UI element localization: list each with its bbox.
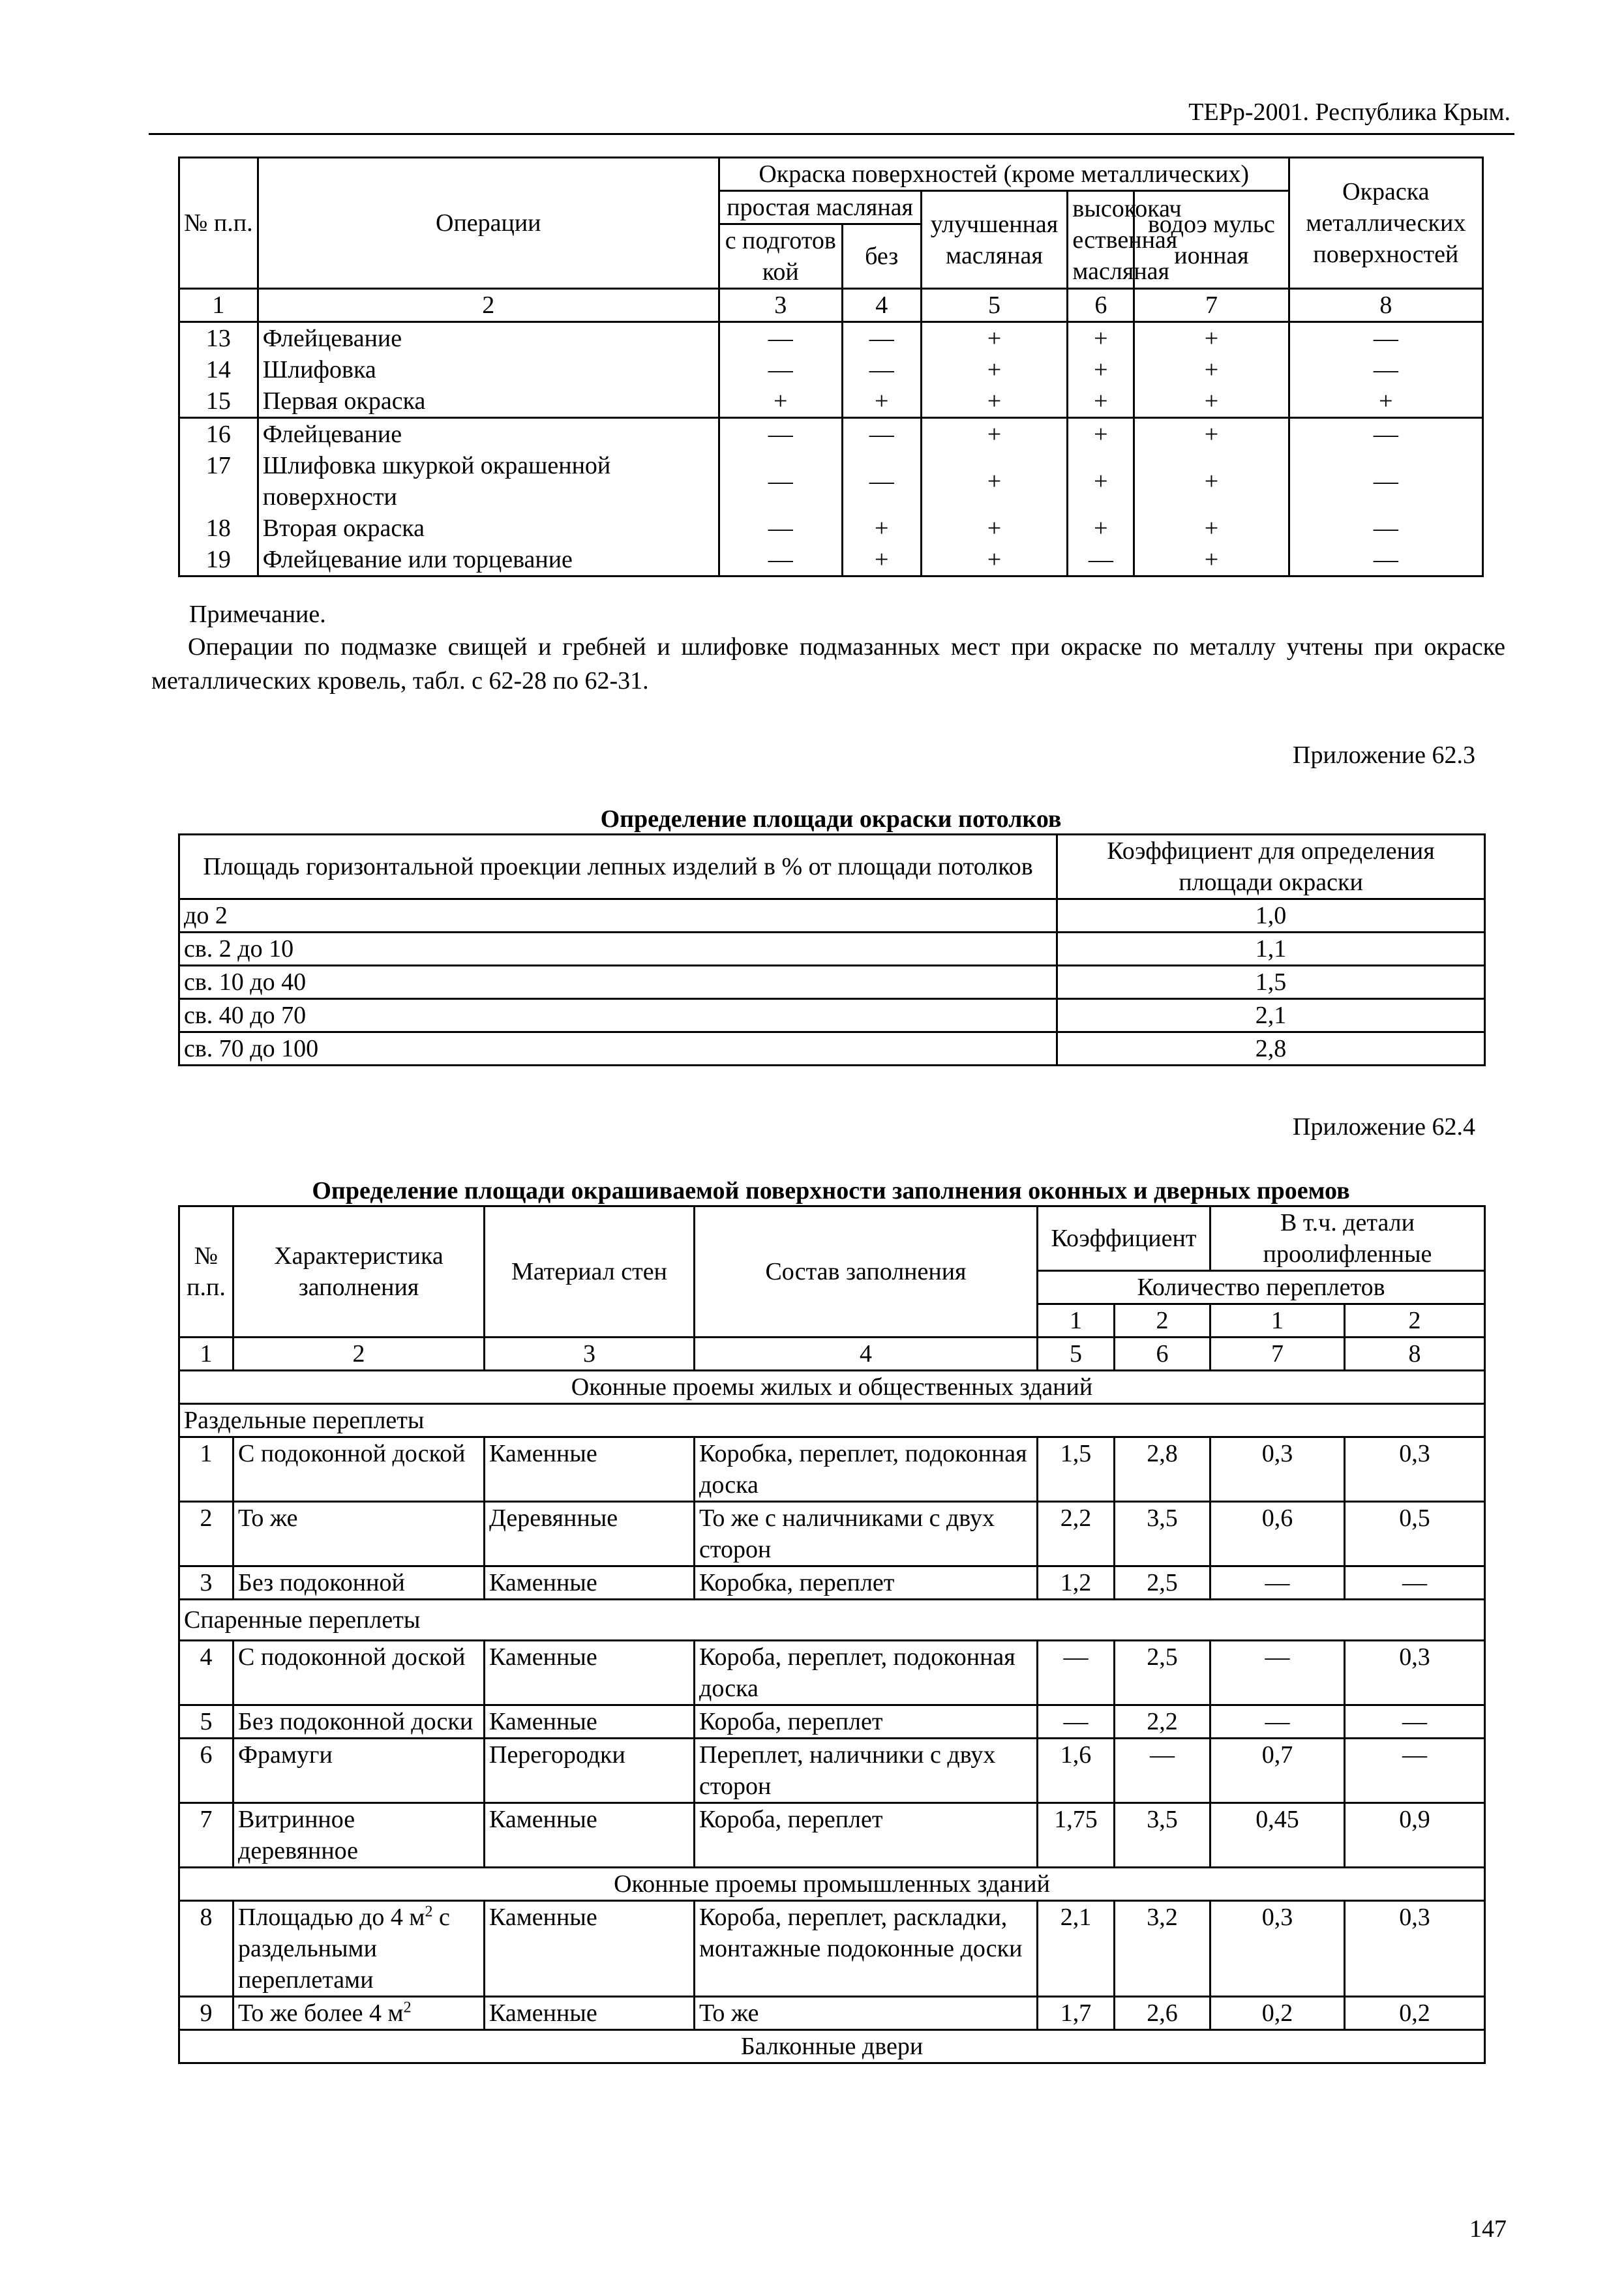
section-heading: Оконные проемы промышленных зданий bbox=[179, 1868, 1485, 1901]
sub-head: 2 bbox=[1115, 1304, 1210, 1338]
table-title: Определение площади окрашиваемой поверхности заполнения оконных и дверных проемов bbox=[312, 1177, 1350, 1204]
col-head-operations: Операции bbox=[258, 158, 719, 289]
operation-name: Флейцевание или торцевание bbox=[258, 544, 719, 576]
cell-value: + bbox=[921, 544, 1068, 576]
range-cell: св. 2 до 10 bbox=[179, 933, 1057, 966]
cell-value: — bbox=[842, 322, 921, 355]
table-row bbox=[179, 999, 1485, 1032]
value-cell: 0,6 bbox=[1210, 1502, 1345, 1566]
composition-cell: То же с наличниками с двух сторон bbox=[695, 1502, 1038, 1566]
row-number: 4 bbox=[179, 1641, 233, 1705]
cell-value: — bbox=[1289, 544, 1482, 576]
table-row bbox=[179, 1739, 1485, 1803]
value-cell: 0,3 bbox=[1210, 1901, 1345, 1997]
col-number: 8 bbox=[1289, 289, 1482, 322]
col-number: 3 bbox=[719, 289, 842, 322]
col-head-details: В т.ч. детали проолифленные bbox=[1210, 1206, 1485, 1271]
col-head-metal-painting: Окраска металлических поверхностей bbox=[1289, 158, 1482, 289]
col-head-without: без bbox=[842, 224, 921, 289]
table-row bbox=[179, 354, 1483, 385]
row-number: 9 bbox=[179, 1997, 233, 2030]
appendix-label: Приложение 62.3 bbox=[1293, 741, 1475, 769]
cell-value: + bbox=[1134, 544, 1289, 576]
col-number: 2 bbox=[233, 1338, 485, 1371]
cell-value: + bbox=[1289, 385, 1482, 418]
group-heading: Раздельные переплеты bbox=[179, 1404, 1485, 1437]
characteristic-cell: То же bbox=[233, 1502, 485, 1566]
characteristic-cell: Фрамуги bbox=[233, 1739, 485, 1803]
row-number: 16 bbox=[179, 418, 258, 451]
coefficient-cell: 1,1 bbox=[1057, 933, 1485, 966]
table-row bbox=[179, 1705, 1485, 1739]
cell-value: — bbox=[719, 354, 842, 385]
table-row bbox=[179, 544, 1483, 576]
cell-value: + bbox=[921, 418, 1068, 451]
cell-value: — bbox=[842, 418, 921, 451]
cell-value: + bbox=[1134, 418, 1289, 451]
operation-name: Шлифовка шкуркой окрашенной поверхности bbox=[258, 450, 719, 513]
value-cell: 3,5 bbox=[1115, 1502, 1210, 1566]
cell-value: + bbox=[1068, 385, 1134, 418]
value-cell: 0,9 bbox=[1345, 1803, 1485, 1868]
cell-value: + bbox=[1134, 385, 1289, 418]
cell-value: + bbox=[1068, 450, 1134, 513]
col-number: 5 bbox=[921, 289, 1068, 322]
col-head-num: № п.п. bbox=[179, 158, 258, 289]
coefficient-cell: 1,5 bbox=[1057, 966, 1485, 999]
value-cell: 1,2 bbox=[1038, 1566, 1115, 1600]
value-cell: — bbox=[1210, 1641, 1345, 1705]
coefficient-cell: 2,1 bbox=[1057, 999, 1485, 1032]
row-number: 13 bbox=[179, 322, 258, 355]
col-number: 6 bbox=[1068, 289, 1134, 322]
value-cell: 2,5 bbox=[1115, 1641, 1210, 1705]
material-cell: Каменные bbox=[485, 1901, 695, 1997]
cell-value: — bbox=[1289, 450, 1482, 513]
col-head-improved-oil: улучшенная масляная bbox=[921, 191, 1068, 289]
cell-value: + bbox=[1134, 513, 1289, 544]
col-number: 5 bbox=[1038, 1338, 1115, 1371]
value-cell: 2,8 bbox=[1115, 1437, 1210, 1502]
operation-name: Флейцевание bbox=[258, 418, 719, 451]
row-number: 5 bbox=[179, 1705, 233, 1739]
row-number: 3 bbox=[179, 1566, 233, 1600]
row-number: 8 bbox=[179, 1901, 233, 1997]
composition-cell: Переплет, наличники с двух сторон bbox=[695, 1739, 1038, 1803]
value-cell: 1,5 bbox=[1038, 1437, 1115, 1502]
table-row bbox=[179, 1803, 1485, 1868]
material-cell: Каменные bbox=[485, 1997, 695, 2030]
range-cell: св. 70 до 100 bbox=[179, 1032, 1057, 1066]
cell-value: + bbox=[1068, 354, 1134, 385]
coefficient-cell: 1,0 bbox=[1057, 899, 1485, 933]
cell-value: + bbox=[921, 513, 1068, 544]
table-row bbox=[179, 1566, 1485, 1600]
value-cell: 0,45 bbox=[1210, 1803, 1345, 1868]
value-cell: — bbox=[1210, 1705, 1345, 1739]
col-head-characteristic: Характеристика заполнения bbox=[233, 1206, 485, 1338]
cell-value: + bbox=[842, 513, 921, 544]
value-cell: 0,3 bbox=[1345, 1641, 1485, 1705]
col-head-wall-material: Материал стен bbox=[485, 1206, 695, 1338]
table-row bbox=[179, 322, 1483, 355]
table-row bbox=[179, 1437, 1485, 1502]
table-row bbox=[179, 1641, 1485, 1705]
row-number: 7 bbox=[179, 1803, 233, 1868]
cell-value: + bbox=[1068, 418, 1134, 451]
cell-value: + bbox=[1134, 450, 1289, 513]
col-number: 6 bbox=[1115, 1338, 1210, 1371]
col-head-composition: Состав заполнения bbox=[695, 1206, 1038, 1338]
operation-name: Шлифовка bbox=[258, 354, 719, 385]
sub-head: 1 bbox=[1038, 1304, 1115, 1338]
value-cell: 3,5 bbox=[1115, 1803, 1210, 1868]
value-cell: — bbox=[1038, 1705, 1115, 1739]
col-number: 4 bbox=[842, 289, 921, 322]
value-cell: — bbox=[1210, 1566, 1345, 1600]
column-numbers-row bbox=[179, 289, 1483, 322]
characteristic-cell: С подоконной доской bbox=[233, 1641, 485, 1705]
material-cell: Каменные bbox=[485, 1705, 695, 1739]
col-head-surface-painting: Окраска поверхностей (кроме металлических) bbox=[719, 158, 1289, 191]
row-number: 17 bbox=[179, 450, 258, 513]
cell-value: + bbox=[842, 544, 921, 576]
running-header: ТЕРр-2001. Республика Крым. bbox=[1188, 98, 1511, 126]
column-numbers-row bbox=[179, 1338, 1485, 1371]
row-number: 15 bbox=[179, 385, 258, 418]
composition-cell: Короба, переплет bbox=[695, 1705, 1038, 1739]
row-number: 6 bbox=[179, 1739, 233, 1803]
table-title: Определение площади окраски потолков bbox=[600, 805, 1062, 833]
value-cell: 2,2 bbox=[1115, 1705, 1210, 1739]
col-head-simple-oil: простая масляная bbox=[719, 191, 921, 224]
cell-value: — bbox=[719, 322, 842, 355]
cell-value: + bbox=[719, 385, 842, 418]
table-row bbox=[179, 966, 1485, 999]
value-cell: — bbox=[1345, 1739, 1485, 1803]
table-row bbox=[179, 1901, 1485, 1997]
page-number: 147 bbox=[1469, 2215, 1507, 2243]
composition-cell: Коробка, переплет bbox=[695, 1566, 1038, 1600]
value-cell: 2,2 bbox=[1038, 1502, 1115, 1566]
range-cell: св. 10 до 40 bbox=[179, 966, 1057, 999]
cell-value: — bbox=[719, 513, 842, 544]
cell-value: + bbox=[921, 354, 1068, 385]
cell-value: — bbox=[842, 354, 921, 385]
table-row bbox=[179, 385, 1483, 418]
table-row bbox=[179, 1032, 1485, 1066]
characteristic-text: Площадью до 4 м bbox=[238, 1904, 425, 1931]
characteristic-text: с раздельными переплетами bbox=[238, 1904, 450, 1994]
value-cell: 1,75 bbox=[1038, 1803, 1115, 1868]
appendix-label: Приложение 62.4 bbox=[1293, 1113, 1475, 1141]
characteristic-cell: Витринное деревянное bbox=[233, 1803, 485, 1868]
value-cell: 1,6 bbox=[1038, 1739, 1115, 1803]
value-cell: 1,7 bbox=[1038, 1997, 1115, 2030]
cell-value: + bbox=[842, 385, 921, 418]
operation-name: Первая окраска bbox=[258, 385, 719, 418]
composition-cell: Короба, переплет, раскладки, монтажные подоконные доски bbox=[695, 1901, 1038, 1997]
characteristic-cell bbox=[233, 1901, 485, 1997]
operation-name: Вторая окраска bbox=[258, 513, 719, 544]
characteristic-cell: Без подоконной bbox=[233, 1566, 485, 1600]
material-cell: Перегородки bbox=[485, 1739, 695, 1803]
value-cell: — bbox=[1038, 1641, 1115, 1705]
cell-value: — bbox=[719, 418, 842, 451]
composition-cell: Коробка, переплет, подоконная доска bbox=[695, 1437, 1038, 1502]
col-number: 2 bbox=[258, 289, 719, 322]
col-head-water-emulsion: водоэ мульс ионная bbox=[1134, 191, 1289, 289]
cell-value: + bbox=[1134, 354, 1289, 385]
table-row bbox=[179, 933, 1485, 966]
row-number: 1 bbox=[179, 1437, 233, 1502]
composition-cell: Короба, переплет, подоконная доска bbox=[695, 1641, 1038, 1705]
group-heading: Спаренные переплеты bbox=[179, 1600, 1485, 1641]
cell-value: — bbox=[1289, 418, 1482, 451]
col-number: 7 bbox=[1210, 1338, 1345, 1371]
material-cell: Каменные bbox=[485, 1641, 695, 1705]
col-head-with-prep: с подготов кой bbox=[719, 224, 842, 289]
cell-value: — bbox=[1289, 322, 1482, 355]
row-number: 14 bbox=[179, 354, 258, 385]
value-cell: 0,3 bbox=[1345, 1437, 1485, 1502]
col-number: 1 bbox=[179, 1338, 233, 1371]
value-cell: 0,3 bbox=[1345, 1901, 1485, 1997]
col-head-coefficient: Коэффициент для определения площади окраски bbox=[1057, 835, 1485, 899]
cell-value: — bbox=[1068, 544, 1134, 576]
col-head-coefficient: Коэффициент bbox=[1038, 1206, 1210, 1271]
window-door-fill-table bbox=[178, 1205, 1486, 2064]
cell-value: — bbox=[719, 450, 842, 513]
col-number: 1 bbox=[179, 289, 258, 322]
characteristic-cell: С подоконной доской bbox=[233, 1437, 485, 1502]
cell-value: — bbox=[1289, 513, 1482, 544]
value-cell: 0,7 bbox=[1210, 1739, 1345, 1803]
cell-value: — bbox=[719, 544, 842, 576]
value-cell: 2,1 bbox=[1038, 1901, 1115, 1997]
table-row bbox=[179, 450, 1483, 513]
col-number: 7 bbox=[1134, 289, 1289, 322]
composition-cell: Короба, переплет bbox=[695, 1803, 1038, 1868]
range-cell: св. 40 до 70 bbox=[179, 999, 1057, 1032]
characteristic-cell: Без подоконной доски bbox=[233, 1705, 485, 1739]
table-row bbox=[179, 1997, 1485, 2030]
coefficient-cell: 2,8 bbox=[1057, 1032, 1485, 1066]
value-cell: 2,6 bbox=[1115, 1997, 1210, 2030]
note-label: Примечание. bbox=[189, 601, 326, 628]
range-cell: до 2 bbox=[179, 899, 1057, 933]
col-head-high-quality-oil: высококач ественная масляная bbox=[1068, 191, 1134, 289]
table-row bbox=[179, 899, 1485, 933]
col-head-projection-area: Площадь горизонтальной проекции лепных изделий в % от площади потолков bbox=[179, 835, 1057, 899]
section-heading: Оконные проемы жилых и общественных зданий bbox=[179, 1371, 1485, 1404]
superscript: 2 bbox=[403, 1999, 412, 2016]
col-head-sash-count: Количество переплетов bbox=[1038, 1271, 1485, 1304]
section-heading: Балконные двери bbox=[179, 2030, 1485, 2063]
col-number: 8 bbox=[1345, 1338, 1485, 1371]
col-number: 4 bbox=[695, 1338, 1038, 1371]
value-cell: — bbox=[1115, 1739, 1210, 1803]
value-cell: 3,2 bbox=[1115, 1901, 1210, 1997]
characteristic-text: То же более 4 м bbox=[238, 1999, 404, 2027]
cell-value: + bbox=[1068, 322, 1134, 355]
value-cell: 0,5 bbox=[1345, 1502, 1485, 1566]
material-cell: Каменные bbox=[485, 1566, 695, 1600]
table-row bbox=[179, 1502, 1485, 1566]
cell-value: — bbox=[842, 450, 921, 513]
row-number: 19 bbox=[179, 544, 258, 576]
table-row bbox=[179, 418, 1483, 451]
cell-value: — bbox=[1289, 354, 1482, 385]
col-number: 3 bbox=[485, 1338, 695, 1371]
composition-cell: То же bbox=[695, 1997, 1038, 2030]
cell-value: + bbox=[1134, 322, 1289, 355]
painting-operations-table bbox=[178, 157, 1484, 577]
cell-value: + bbox=[1068, 513, 1134, 544]
material-cell: Деревянные bbox=[485, 1502, 695, 1566]
operation-name: Флейцевание bbox=[258, 322, 719, 355]
row-number: 2 bbox=[179, 1502, 233, 1566]
material-cell: Каменные bbox=[485, 1803, 695, 1868]
header-rule bbox=[149, 133, 1514, 135]
cell-value: + bbox=[921, 450, 1068, 513]
table-row bbox=[179, 513, 1483, 544]
ceiling-area-table bbox=[178, 833, 1486, 1066]
characteristic-cell bbox=[233, 1997, 485, 2030]
sub-head: 1 bbox=[1210, 1304, 1345, 1338]
cell-value: + bbox=[921, 322, 1068, 355]
cell-value: + bbox=[921, 385, 1068, 418]
value-cell: 2,5 bbox=[1115, 1566, 1210, 1600]
note-text: Операции по подмазке свищей и гребней и шлифовке подмазанных мест при окраске по металлу учтены при окраске металлических кровель, табл. с 62-28 по 62-31. bbox=[151, 633, 1505, 695]
value-cell: 0,3 bbox=[1210, 1437, 1345, 1502]
superscript: 2 bbox=[425, 1903, 433, 1921]
value-cell: 0,2 bbox=[1345, 1997, 1485, 2030]
sub-head: 2 bbox=[1345, 1304, 1485, 1338]
value-cell: 0,2 bbox=[1210, 1997, 1345, 2030]
value-cell: — bbox=[1345, 1566, 1485, 1600]
col-head-num: № п.п. bbox=[179, 1206, 233, 1338]
value-cell: — bbox=[1345, 1705, 1485, 1739]
row-number: 18 bbox=[179, 513, 258, 544]
material-cell: Каменные bbox=[485, 1437, 695, 1502]
